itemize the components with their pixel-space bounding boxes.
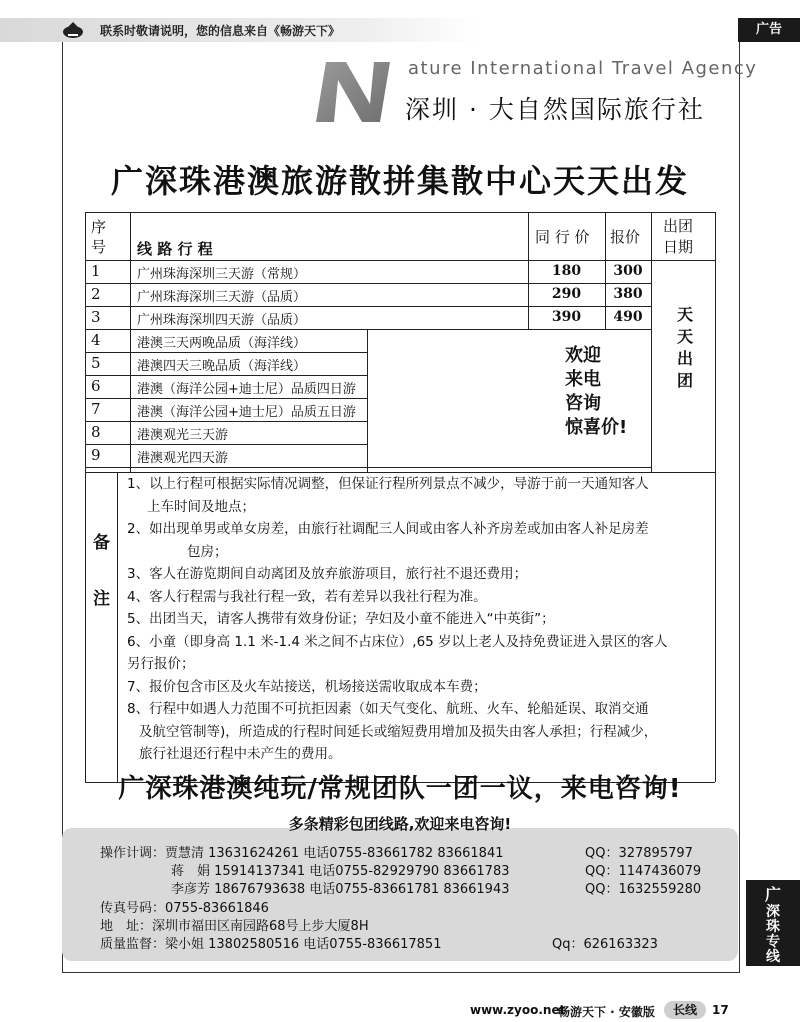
header-note: 联系时敬请说明，您的信息来自《畅游天下》	[100, 24, 341, 38]
page-footer	[0, 1000, 800, 1022]
note-line: 5、出团当天，请客人携带有效身份证；孕妇及小童不能进入“中英街”；	[127, 611, 555, 627]
route-section-tab: 广 深珠专线	[746, 880, 800, 966]
row-route: 港澳四天三晚品质（海洋线）	[137, 359, 307, 374]
row-route: 港澳观光三天游	[137, 428, 229, 443]
note-line: 6、小童（即身高 1.1 米-1.4 米之间不占床位）,65 岁以上老人及持免费证进入景区的客人	[127, 633, 668, 650]
row-route: 港澳（海洋公园+迪士尼）品质四日游	[137, 382, 356, 397]
row-peer-price: 180	[551, 263, 582, 279]
ad-tag: 广告	[738, 18, 800, 42]
contact-qq: QQ：1147436079	[585, 864, 702, 879]
note-line: 另行报价；	[127, 656, 195, 672]
header-quote: 报价	[610, 228, 641, 246]
group-tour-banner: 广深珠港澳纯玩/常规团队一团一议，来电咨询!	[118, 774, 682, 804]
footer-section-badge: 长线	[664, 1001, 706, 1019]
row-number: 3	[91, 308, 101, 326]
contact-qq: QQ：327895797	[585, 846, 693, 861]
contact-line: 李彦芳 18676793638 电话0755-83661781 83661943	[171, 882, 510, 897]
row-number: 7	[91, 400, 101, 418]
welcome-call-text: 欢迎 来电 咨询 惊喜价!	[565, 345, 628, 438]
note-line: 3、客人在游览期间自动离团及放弃旅游项目，旅行社不退还费用；	[127, 566, 528, 582]
notes-label-2: 注	[93, 589, 110, 609]
header-seq-top: 序	[91, 218, 107, 236]
row-peer-price: 290	[551, 286, 582, 302]
header-depart-bottom: 日期	[663, 238, 694, 256]
page-title: 广深珠港澳旅游散拼集散中心天天出发	[110, 162, 689, 200]
note-line: 7、报价包含市区及火车站接送，机场接送需收取成本车费；	[127, 678, 487, 695]
header-route: 线 路 行 程	[137, 240, 213, 258]
row-number: 8	[91, 423, 101, 441]
notes-label-1: 备	[93, 533, 110, 553]
row-number: 2	[91, 285, 101, 303]
note-line: 4、客人行程需与我社行程一致，若有差异以我社行程为准。	[127, 588, 487, 605]
footer-url[interactable]: www.zyoo.net	[470, 1003, 566, 1017]
note-line: 1、以上行程可根据实际情况调整，但保证行程所列景点不减少，导游于前一天通知客人	[127, 476, 649, 492]
row-peer-price: 390	[551, 309, 582, 325]
contact-line: 地 址：深圳市福田区南园路68号上步大厦8H	[100, 919, 369, 934]
row-quote-price: 490	[613, 309, 643, 325]
row-quote-price: 380	[613, 286, 643, 302]
page-number: 17	[712, 1003, 729, 1017]
itinerary-table	[85, 212, 715, 782]
magazine-logo-icon	[62, 20, 84, 40]
row-number: 1	[91, 262, 101, 280]
footer-magazine: 畅游天下 · 安徽版	[558, 1005, 655, 1019]
row-number: 4	[91, 331, 101, 349]
contact-line: 操作计调：贾慧清 13631624261 电话0755-83661782 83661841	[100, 846, 504, 861]
header-bar	[0, 18, 800, 42]
row-route: 港澳（海洋公园+迪士尼）品质五日游	[137, 405, 356, 420]
header-depart-top: 出团	[663, 217, 694, 235]
note-line: 8、行程中如遇人力范围不可抗拒因素（如天气变化、航班、火车、轮船延误、取消交通	[127, 701, 649, 717]
contact-qq: Qq：626163323	[552, 937, 658, 952]
row-number: 9	[91, 446, 101, 464]
group-tour-subtitle: 多条精彩包团线路,欢迎来电咨询!	[288, 815, 512, 833]
contact-line: 质量监督：梁小姐 13802580516 电话0755-836617851	[100, 937, 442, 952]
header-seq-bottom: 号	[91, 238, 107, 256]
note-line: 旅行社退还行程中未产生的费用。	[139, 746, 342, 762]
note-line: 包房；	[187, 543, 228, 560]
contact-qq: QQ：1632559280	[585, 882, 702, 897]
row-number: 6	[91, 377, 101, 395]
row-number: 5	[91, 354, 101, 372]
row-quote-price: 300	[613, 263, 643, 279]
row-route: 广州珠海深圳三天游（常规）	[137, 267, 307, 282]
agency-name-cn: 深圳 · 大自然国际旅行社	[405, 95, 705, 124]
depart-daily: 天 天 出 团	[677, 305, 694, 390]
row-route: 广州珠海深圳三天游（品质）	[137, 290, 307, 305]
row-route: 广州珠海深圳四天游（品质）	[137, 313, 307, 328]
note-line: 及航空管制等)，所造成的行程时间延长或缩短费用增加及损失由客人承担；行程减少，	[139, 723, 658, 740]
agency-n-logo-icon	[312, 56, 394, 128]
contact-line: 传真号码：0755-83661846	[100, 901, 269, 916]
note-line: 2、如出现单男或单女房差，由旅行社调配三人间或由客人补齐房差或加由客人补足房差	[127, 521, 649, 537]
row-route: 港澳三天两晚品质（海洋线）	[137, 336, 307, 351]
agency-name-en: ature International Travel Agency	[408, 58, 758, 79]
header-peer-price: 同 行 价	[535, 228, 590, 246]
row-route: 港澳观光四天游	[137, 451, 229, 466]
contact-line: 蒋 娟 15914137341 电话0755-82929790 83661783	[171, 864, 510, 879]
note-line: 上车时间及地点；	[147, 498, 255, 515]
